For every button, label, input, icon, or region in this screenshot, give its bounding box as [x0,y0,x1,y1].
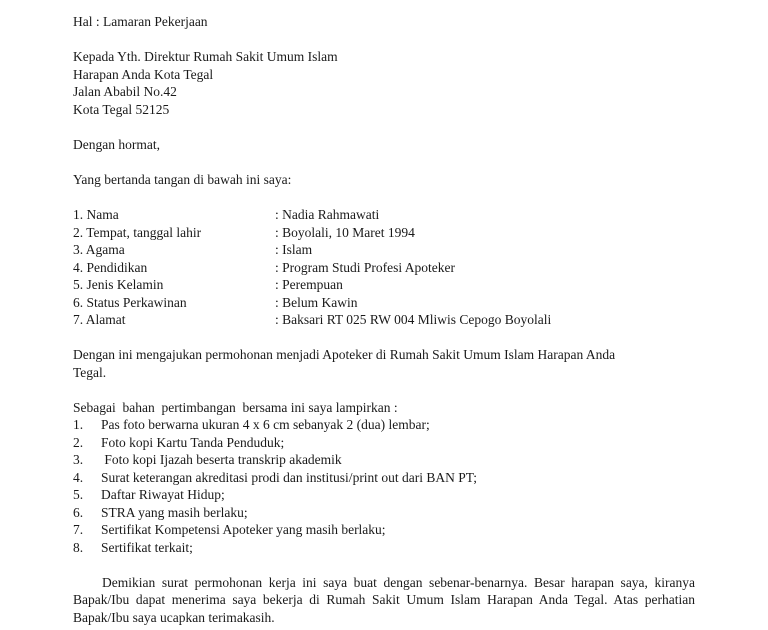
attachments-intro: Sebagai bahan pertimbangan bersama ini saya lampirkan : [73,399,398,415]
list-item-number: 5. [73,487,84,502]
list-item: Pas foto berwarna ukuran 4 x 6 cm sebanyak 2 (dua) lembar; [101,417,430,432]
intro-text: Yang bertanda tangan di bawah ini saya: [73,172,292,187]
field-value: : Nadia Rahmawati [275,207,380,222]
field-value: : Boyolali, 10 Maret 1994 [275,224,415,240]
field-label: 4. Pendidikan [73,259,148,275]
list-item-number: 4. [73,469,84,485]
greeting: Dengan hormat, [73,137,160,152]
list-item-number: 1. [73,417,84,432]
list-item-number: 8. [73,539,84,555]
field-label: 6. Status Perkawinan [73,294,187,310]
closing-text: Demikian surat permohonan kerja ini saya buat dengan sebenar-benarnya. Besar harapan saya, kiranya Bapak/Ibu dapat menerima saya bekerja di Rumah Sakit Umum Islam Harapan Anda Tegal. Atas perhatian Bapak/Ibu saya ucapkan terimakasih. [73,574,695,625]
list-item: Sertifikat terkait; [101,539,193,555]
field-value: : Islam [275,242,313,257]
field-label: 3. Agama [73,242,125,257]
list-item-number: 7. [73,522,84,537]
list-item: Daftar Riwayat Hidup; [101,487,225,502]
list-item: Surat keterangan akreditasi prodi dan institusi/print out dari BAN PT; [101,469,478,485]
field-label: 1. Nama [73,207,119,222]
list-item-number: 2. [73,434,84,450]
list-item: Foto kopi Ijazah beserta transkrip akademik [101,452,342,467]
field-value: : Belum Kawin [275,294,358,310]
field-value: : Program Studi Profesi Apoteker [275,259,455,275]
recipient-line-3: Jalan Ababil No.42 [73,84,177,99]
field-label: 2. Tempat, tanggal lahir [73,224,202,240]
field-label: 7. Alamat [73,312,126,327]
list-item-number: 3. [73,452,84,467]
closing-paragraph [73,574,695,627]
application-line-1: Dengan ini mengajukan permohonan menjadi Apoteker di Rumah Sakit Umum Islam Harapan Anda [73,347,616,362]
field-value: : Baksari RT 025 RW 004 Mliwis Cepogo Boyolali [275,312,552,327]
list-item: STRA yang masih berlaku; [101,504,248,520]
list-item: Sertifikat Kompetensi Apoteker yang masih berlaku; [101,522,386,537]
recipient-line-4: Kota Tegal 52125 [73,101,170,117]
recipient-line-2: Harapan Anda Kota Tegal [73,66,214,82]
list-item-number: 6. [73,504,84,520]
list-item: Foto kopi Kartu Tanda Penduduk; [101,434,285,450]
subject-line: Hal : Lamaran Pekerjaan [73,14,208,29]
field-label: 5. Jenis Kelamin [73,277,164,292]
recipient-line-1: Kepada Yth. Direktur Rumah Sakit Umum Islam [73,49,338,64]
field-value: : Perempuan [275,277,343,292]
application-line-2: Tegal. [73,364,107,380]
